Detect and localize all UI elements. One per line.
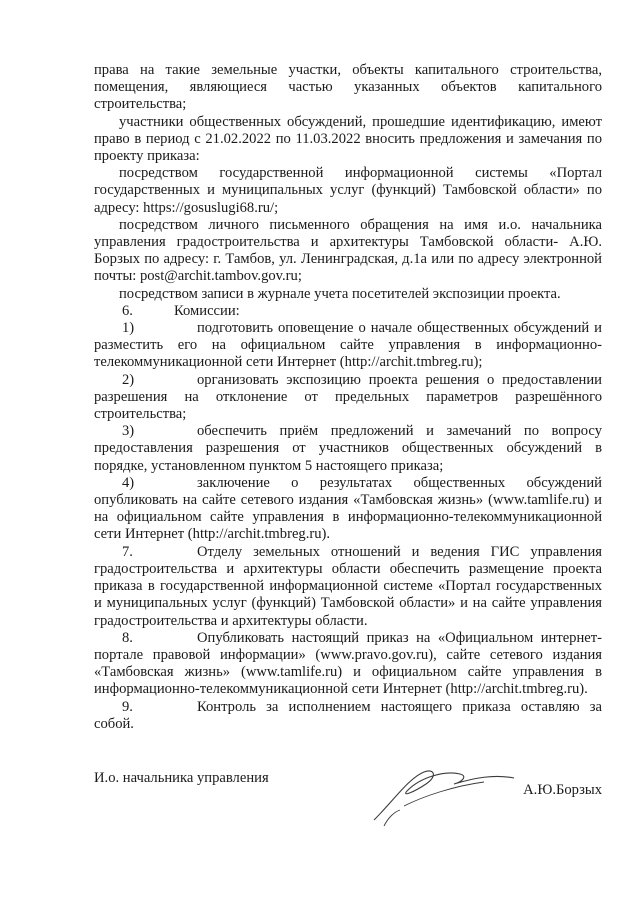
item-text: обеспечить приём предложений и замечаний по вопросу предоставления разрешения от участников общественных обсуждений в порядке, установленном пунктом 5 настоящего приказа; bbox=[94, 423, 602, 474]
item-7 bbox=[94, 544, 602, 630]
signatory-name: А.Ю.Борзых bbox=[523, 782, 602, 798]
paragraph-via-portal: посредством государственной информационной системы «Портал государственных и муниципальных услуг (функций) Тамбовской области» по адресу: https://gosuslugi68.ru/; bbox=[94, 165, 602, 216]
signature-block bbox=[94, 770, 602, 840]
handwritten-signature bbox=[364, 760, 524, 830]
item-6-1 bbox=[94, 320, 602, 372]
item-9 bbox=[94, 699, 602, 733]
item-number: 9. bbox=[122, 698, 133, 715]
item-number: 8. bbox=[122, 629, 133, 646]
paragraph-rights: права на такие земельные участки, объекты капитального строительства, помещения, являющиеся частью указанных объектов капитального строительства; bbox=[94, 62, 602, 113]
signatory-position: И.о. начальника управления bbox=[94, 770, 269, 786]
item-number: 3) bbox=[122, 423, 135, 440]
item-number: 7. bbox=[122, 543, 133, 560]
item-6-2 bbox=[94, 372, 602, 424]
item-6-3 bbox=[94, 423, 602, 475]
item-text: заключение о результатах общественных обсуждений опубликовать на сайте сетевого издания «Тамбовская жизнь» (www.tamlife.ru) и на официальном сайте управления в информационно-телекоммуникационной сети Интернет (http://archit.tmbreg.ru). bbox=[94, 474, 602, 543]
item-6-4 bbox=[94, 475, 602, 544]
paragraph-participants: участники общественных обсуждений, прошедшие идентификацию, имеют право в период с 21.02.2022 по 11.03.2022 вносить предложения и замечания по проекту приказа: bbox=[94, 113, 602, 165]
item-text: Опубликовать настоящий приказ на «Официальном интернет-портале правовой информации» (www.pravo.gov.ru), сайте сетевого издания «Тамбовская жизнь» (www.tamlife.ru) и официальном сайте управления в информационно-телекоммуникационной сети Интернет (http://archit.tmbreg.ru). bbox=[94, 629, 602, 698]
item-number: 1) bbox=[122, 320, 135, 337]
item-text: подготовить оповещение о начале общественных обсуждений и разместить его на официальном сайте управления в информационно-телекоммуникационной сети Интернет (http://archit.tmbreg.ru); bbox=[94, 320, 602, 371]
item-number: 4) bbox=[122, 474, 135, 491]
item-text: Отделу земельных отношений и ведения ГИС управления градостроительства и архитектуры области обеспечить размещение проекта приказа в государственной информационной системе «Портал государственных и муниципальных услуг (функций) Тамбовской области» и на сайте управления градостроительства и архитектуры области. bbox=[94, 543, 602, 629]
item-text: Комиссии: bbox=[174, 302, 240, 319]
paragraph-via-letter: посредством личного письменного обращения на имя и.о. начальника управления градостроительства и архитектуры Тамбовской области- А.Ю. Борзых по адресу: г. Тамбов, ул. Ленинградская, д.1а или по адресу электронной почты: post@archit.tambov.gov.ru; bbox=[94, 216, 602, 285]
document-body bbox=[94, 62, 602, 733]
item-text: организовать экспозицию проекта решения о предоставлении разрешения на отклонение от предельных параметров разрешённого строительства; bbox=[94, 371, 602, 423]
item-8 bbox=[94, 630, 602, 699]
paragraph-via-journal: посредством записи в журнале учета посетителей экспозиции проекта. bbox=[119, 285, 561, 302]
item-number: 2) bbox=[122, 371, 135, 388]
item-6 bbox=[94, 303, 602, 320]
item-text: Контроль за исполнением настоящего приказа оставляю за собой. bbox=[94, 698, 602, 732]
item-number: 6. bbox=[122, 302, 133, 319]
